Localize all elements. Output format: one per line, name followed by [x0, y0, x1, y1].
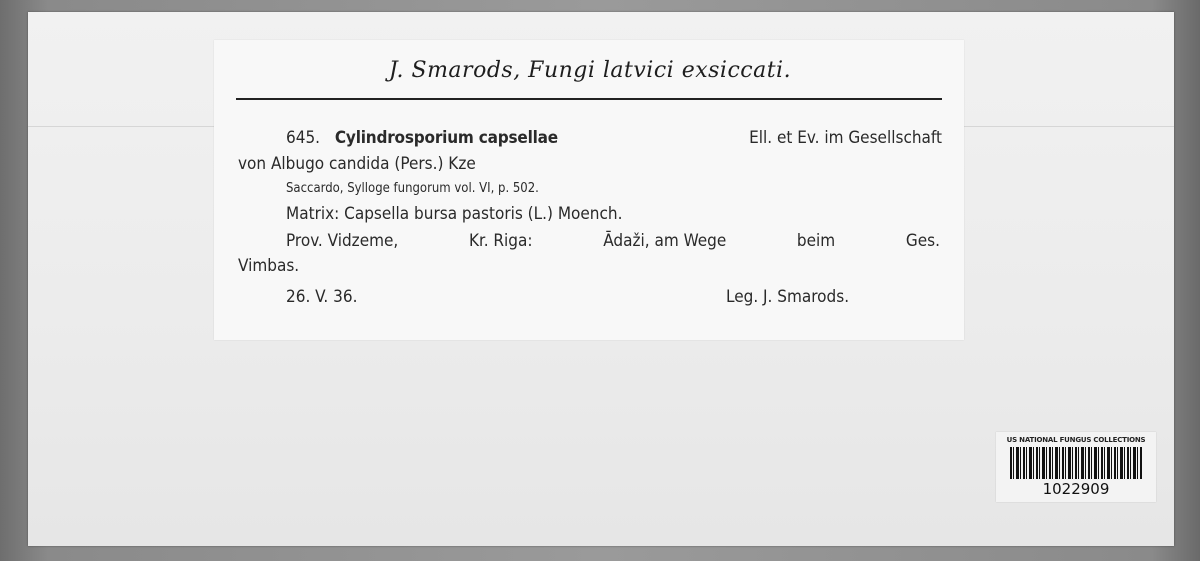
species-line [286, 128, 942, 148]
locality-province: Prov. Vidzeme, [286, 231, 399, 251]
host-association: von Albugo candida (Pers.) Kze [238, 154, 476, 174]
barcode-graphic [1010, 447, 1142, 479]
barcode-label [996, 432, 1156, 502]
label-heading: J. Smarods, Fungi latvici exsiccati. [388, 58, 792, 83]
heading-rule [236, 98, 942, 100]
species-name: Cylindrosporium capsellae [334, 128, 558, 148]
matrix-line: Matrix: Capsella bursa pastoris (L.) Moench. [286, 204, 623, 224]
specimen-number: 645. [286, 128, 321, 148]
exsiccata-label [214, 40, 964, 340]
locality-place: Ādaži, am Wege [603, 231, 727, 251]
collector: Leg. J. Smarods. [726, 287, 850, 307]
locality-ges: Ges. [905, 231, 940, 251]
literature-reference: Saccardo, Sylloge fungorum vol. VI, p. 502. [286, 181, 539, 196]
locality-beim: beim [796, 231, 836, 251]
locality-continuation: Vimbas. [238, 256, 300, 276]
locality-district: Kr. Riga: [468, 231, 533, 251]
species-authority: Ell. et Ev. im Gesellschaft [749, 128, 942, 148]
locality-line [286, 231, 940, 251]
barcode-number: 1022909 [1042, 480, 1110, 498]
barcode-institution: US NATIONAL FUNGUS COLLECTIONS [1006, 436, 1146, 444]
collection-date: 26. V. 36. [286, 287, 358, 307]
